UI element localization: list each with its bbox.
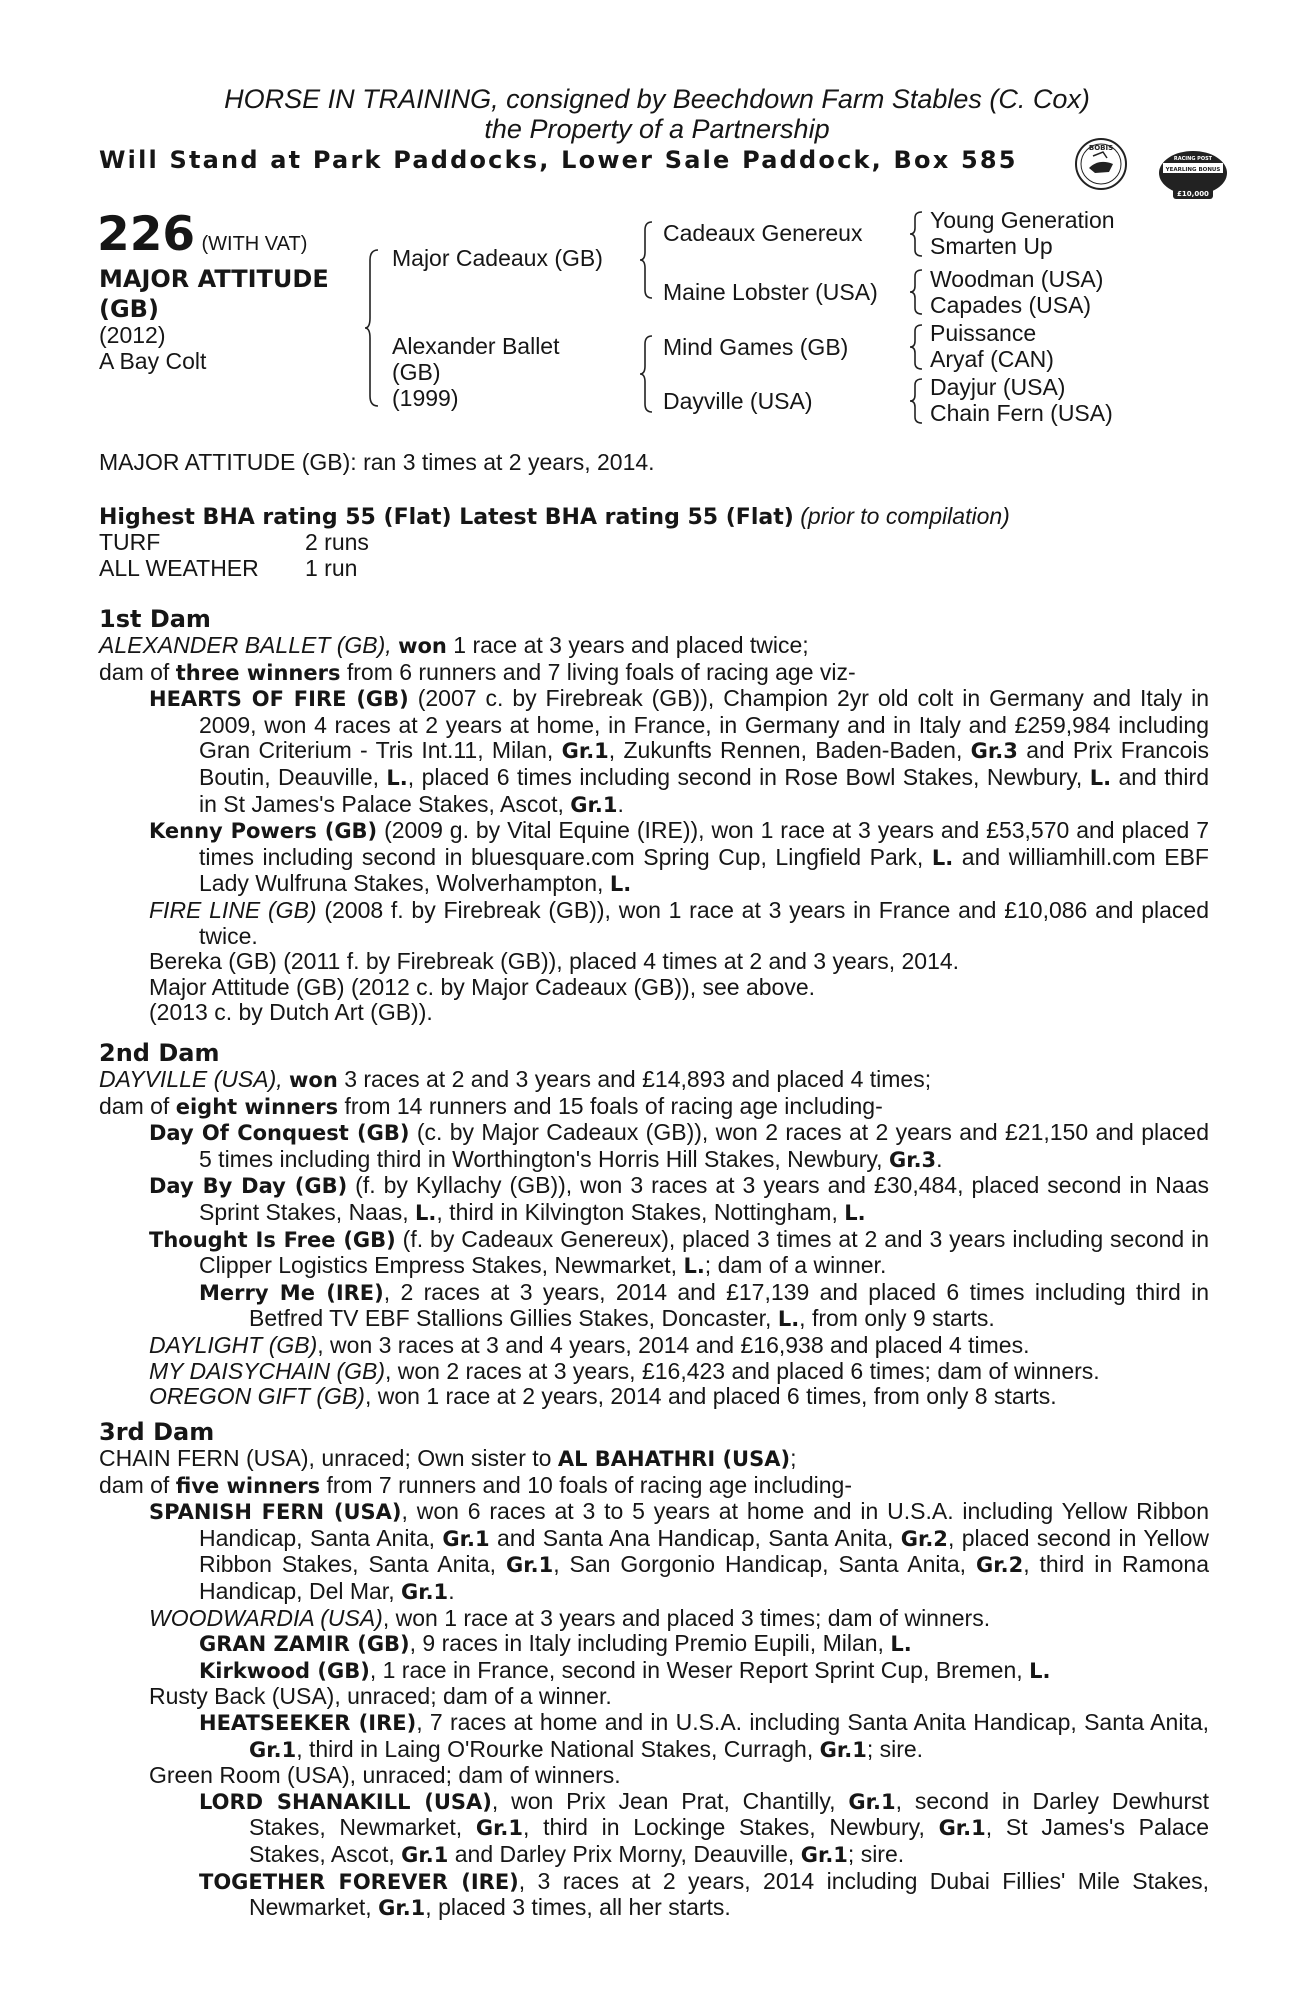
pedigree-brace xyxy=(910,323,924,371)
produce-entry: OREGON GIFT (GB), won 1 race at 2 years, 2014 and placed 6 times, from only 8 starts. xyxy=(149,1383,1057,1410)
produce-entry-grandchild: GRAN ZAMIR (GB), 9 races in Italy including Premio Eupili, Milan, L. xyxy=(199,1630,912,1657)
produce-entry: HEARTS OF FIRE (GB) (2007 c. by Firebreak (GB)), Champion 2yr old colt in Germany and Italy in 2009, won 4 races at 2 years at home, in France, in Germany and in Italy and £259,984 including Gran Criterium - Tris Int.11, Milan, Gr.1, Zukunfts Rennen, Baden-Baden, Gr.3 and Prix Francois Boutin, Deauville, L., placed 6 times including second in Rose Bowl Stakes, Newbury, L. and third in St James's Palace Stakes, Ascot, Gr.1. xyxy=(149,685,1209,817)
produce-entry: Bereka (GB) (2011 f. by Firebreak (GB)), placed 4 times at 2 and 3 years, 2014. xyxy=(149,948,960,975)
foaling-year: (2012) xyxy=(99,322,166,348)
produce-entry: Day Of Conquest (GB) (c. by Major Cadeaux (GB)), won 2 races at 2 years and £21,150 and placed 5 times including third in Worthington's Horris Hill Stakes, Newbury, Gr.3. xyxy=(149,1119,1209,1172)
yearling-bonus-badge-icon xyxy=(1157,147,1229,203)
rating-note: (prior to compilation) xyxy=(800,503,1010,529)
pedigree-dam-sire: Mind Games (GB) xyxy=(663,334,849,360)
turf-value: 2 runs xyxy=(305,529,369,555)
pedigree-sdd: Capades (USA) xyxy=(930,292,1092,318)
horse-name: MAJOR ATTITUDE (GB) xyxy=(99,265,329,323)
produce-entry-grandchild: TOGETHER FOREVER (IRE), 3 races at 2 years, 2014 including Dubai Fillies' Mile Stakes, Newmarket, Gr.1, placed 3 times, all her starts. xyxy=(199,1867,1209,1921)
svg-text:RACING POST: RACING POST xyxy=(1173,156,1213,162)
pedigree-dam: Alexander Ballet (GB) (1999) xyxy=(392,333,560,411)
third-dam-section: 3rd Dam CHAIN FERN (USA), unraced; Own sister to AL BAHATHRI (USA); dam of five winners from 7 runners and 10 foals of racing age including- SPANISH FERN (USA), won 6 races at 3 to 5 years at home and in U.S.A. including Yellow Ribbon Handicap, Santa Anita, Gr.1 and Santa Ana Handicap, Santa Anita, Gr.2, placed second in Yellow Ribbon Stakes, Santa Anita, Gr.1, San Gorgonio Handicap, Santa Anita, Gr.2, third in Ramona Handicap, Del Mar, Gr.1. WOODWARDIA (USA), won 1 race at 3 years and placed 3 times; dam of winners. GRAN ZAMIR (GB), 9 races in Italy including Premio Eupili, Milan, L. Kirkwood (GB), 1 race in France, second in Weser Report Sprint Cup, Bremen, L. Rusty Back (USA), unraced; dam of a winner. HEATSEEKER (IRE), 7 races at home and in U.S.A. including Santa Anita Handicap, Santa Anita, Gr.1, third in Laing O'Rourke National Stakes, Curragh, Gr.1; sire. Green Room (USA), unraced; dam of winners. LORD SHANAKILL (USA), won Prix Jean Prat, Chantilly, Gr.1, second in Darley Dewhurst Stakes, Newmarket, Gr.1, third in Lockinge Stakes, Newbury, Gr.1, St James's Palace Stakes, Ascot, Gr.1 and Darley Prix Morny, Deauville, Gr.1; sire. TOGETHER FOREVER (IRE), 3 races at 2 years, 2014 including Dubai Fillies' Mile Stakes, Newmarket, Gr.1, placed 3 times, all her starts. xyxy=(99,1418,1209,1921)
pedigree-dds: Dayjur (USA) xyxy=(930,374,1066,400)
produce-entry: Thought Is Free (GB) (f. by Cadeaux Genereux), placed 3 times at 2 and 3 years including second in Clipper Logistics Empress Stakes, Newmarket, L.; dam of a winner. xyxy=(149,1225,1209,1279)
pedigree-sire-sire: Cadeaux Genereux xyxy=(663,220,863,246)
svg-text:BOBIS: BOBIS xyxy=(1088,144,1114,152)
bha-rating: Highest BHA rating 55 (Flat) Latest BHA rating 55 (Flat) (prior to compilation) xyxy=(99,503,1010,530)
pedigree-sds: Woodman (USA) xyxy=(930,266,1104,292)
svg-text:£10,000: £10,000 xyxy=(1177,190,1209,198)
pedigree-ddd: Chain Fern (USA) xyxy=(930,400,1113,426)
pedigree-sss: Young Generation xyxy=(930,207,1115,233)
pedigree-brace xyxy=(640,220,654,300)
pedigree-dam-dam: Dayville (USA) xyxy=(663,388,813,414)
vat-note: (WITH VAT) xyxy=(201,233,308,255)
produce-entry-grandchild: LORD SHANAKILL (USA), won Prix Jean Prat, Chantilly, Gr.1, second in Darley Dewhurst Stakes, Newmarket, Gr.1, third in Lockinge Stakes, Newbury, Gr.1, St James's Palace Stakes, Ascot, Gr.1 and Darley Prix Morny, Deauville, Gr.1; sire. xyxy=(199,1787,1209,1867)
header-consignor: HORSE IN TRAINING, consigned by Beechdown Farm Stables (C. Cox) xyxy=(224,84,1090,114)
produce-entry: Green Room (USA), unraced; dam of winners. xyxy=(149,1762,621,1789)
pedigree-sire: Major Cadeaux (GB) xyxy=(392,245,603,271)
header-stand-location: Will Stand at Park Paddocks, Lower Sale Paddock, Box 585 xyxy=(99,146,1018,174)
section-heading: 2nd Dam xyxy=(99,1039,220,1067)
produce-entry: WOODWARDIA (USA), won 1 race at 3 years and placed 3 times; dam of winners. xyxy=(149,1604,991,1631)
produce-entry: Kenny Powers (GB) (2009 g. by Vital Equine (IRE)), won 1 race at 3 years and £53,570 and placed 7 times including second in bluesquare.com Spring Cup, Lingfield Park, L. and williamhill.com EBF Lady Wulfruna Stakes, Wolverhampton, L. xyxy=(149,817,1209,897)
pedigree-sire-dam: Maine Lobster (USA) xyxy=(663,279,878,305)
race-summary: MAJOR ATTITUDE (GB): ran 3 times at 2 years, 2014. xyxy=(99,449,655,475)
pedigree-dsd: Aryaf (CAN) xyxy=(930,346,1054,372)
lot-number-line xyxy=(97,207,308,262)
first-dam-section: 1st Dam ALEXANDER BALLET (GB), won 1 race at 3 years and placed twice; dam of three winners from 6 runners and 7 living foals of racing age viz- HEARTS OF FIRE (GB) (2007 c. by Firebreak (GB)), Champion 2yr old colt in Germany and Italy in 2009, won 4 races at 2 years at home, in France, in Germany and in Italy and £259,984 including Gran Criterium - Tris Int.11, Milan, Gr.1, Zukunfts Rennen, Baden-Baden, Gr.3 and Prix Francois Boutin, Deauville, L., placed 6 times including second in Rose Bowl Stakes, Newbury, L. and third in St James's Palace Stakes, Ascot, Gr.1. Kenny Powers (GB) (2009 g. by Vital Equine (IRE)), won 1 race at 3 years and £53,570 and placed 7 times including second in bluesquare.com Spring Cup, Lingfield Park, L. and williamhill.com EBF Lady Wulfruna Stakes, Wolverhampton, L. FIRE LINE (GB) (2008 f. by Firebreak (GB)), won 1 race at 3 years in France and £10,086 and placed twice. Bereka (GB) (2011 f. by Firebreak (GB)), placed 4 times at 2 and 3 years, 2014. Major Attitude (GB) (2012 c. by Major Cadeaux (GB)), see above. (2013 c. by Dutch Art (GB)). xyxy=(99,605,1209,1026)
section-heading: 3rd Dam xyxy=(99,1418,215,1446)
pedigree-brace xyxy=(366,248,380,408)
produce-entry-grandchild: Kirkwood (GB), 1 race in France, second in Weser Report Sprint Cup, Bremen, L. xyxy=(199,1656,1051,1683)
produce-entry-grandchild: HEATSEEKER (IRE), 7 races at home and in U.S.A. including Santa Anita Handicap, Santa Anita, Gr.1, third in Laing O'Rourke National Stakes, Curragh, Gr.1; sire. xyxy=(199,1708,1209,1762)
header-property: the Property of a Partnership xyxy=(484,114,830,144)
produce-entry: Day By Day (GB) (f. by Kyllachy (GB)), won 3 races at 3 years and £30,484, placed second in Naas Sprint Stakes, Naas, L., third in Kilvington Stakes, Nottingham, L. xyxy=(149,1172,1209,1225)
all-weather-label: ALL WEATHER xyxy=(99,555,259,581)
produce-entry: (2013 c. by Dutch Art (GB)). xyxy=(149,999,433,1026)
produce-entry: FIRE LINE (GB) (2008 f. by Firebreak (GB)), won 1 race at 3 years in France and £10,086 and placed twice. xyxy=(149,896,1209,949)
produce-entry: MY DAISYCHAIN (GB), won 2 races at 3 years, £16,423 and placed 6 times; dam of winners. xyxy=(149,1357,1100,1384)
pedigree-brace xyxy=(910,210,924,258)
all-weather-value: 1 run xyxy=(305,555,358,581)
turf-label: TURF xyxy=(99,529,161,555)
lot-number: 226 xyxy=(97,207,196,262)
horse-details xyxy=(99,322,206,374)
pedigree-dss: Puissance xyxy=(930,320,1037,346)
pedigree-brace xyxy=(910,268,924,316)
pedigree-brace xyxy=(910,377,924,425)
pedigree-ssd: Smarten Up xyxy=(930,233,1053,259)
second-dam-section: 2nd Dam DAYVILLE (USA), won 3 races at 2 and 3 years and £14,893 and placed 4 times; dam of eight winners from 14 runners and 15 foals of racing age including- Day Of Conquest (GB) (c. by Major Cadeaux (GB)), won 2 races at 2 years and £21,150 and placed 5 times including third in Worthington's Horris Hill Stakes, Newbury, Gr.3. Day By Day (GB) (f. by Kyllachy (GB)), won 3 races at 3 years and £30,484, placed second in Naas Sprint Stakes, Naas, L., third in Kilvington Stakes, Nottingham, L. Thought Is Free (GB) (f. by Cadeaux Genereux), placed 3 times at 2 and 3 years including second in Clipper Logistics Empress Stakes, Newmarket, L.; dam of a winner. Merry Me (IRE), 2 races at 3 years, 2014 and £17,139 and placed 6 times including third in Betfred TV EBF Stallions Gillies Stakes, Doncaster, L., from only 9 starts. DAYLIGHT (GB), won 3 races at 3 and 4 years, 2014 and £16,938 and placed 4 times. MY DAISYCHAIN (GB), won 2 races at 3 years, £16,423 and placed 6 times; dam of winners. OREGON GIFT (GB), won 1 race at 2 years, 2014 and placed 6 times, from only 8 starts. xyxy=(99,1039,1209,1410)
produce-entry: Major Attitude (GB) (2012 c. by Major Cadeaux (GB)), see above. xyxy=(149,973,816,1000)
produce-entry: Rusty Back (USA), unraced; dam of a winner. xyxy=(149,1683,612,1710)
pedigree-brace xyxy=(640,334,654,414)
horse-description: A Bay Colt xyxy=(99,348,207,374)
produce-entry: SPANISH FERN (USA), won 6 races at 3 to 5 years at home and in U.S.A. including Yellow Ribbon Handicap, Santa Anita, Gr.1 and Santa Ana Handicap, Santa Anita, Gr.2, placed second in Yellow Ribbon Stakes, Santa Anita, Gr.1, San Gorgonio Handicap, Santa Anita, Gr.2, third in Ramona Handicap, Del Mar, Gr.1. xyxy=(149,1498,1209,1604)
bobis-logo-icon xyxy=(1073,136,1129,192)
section-heading: 1st Dam xyxy=(99,605,211,633)
svg-text:YEARLING BONUS: YEARLING BONUS xyxy=(1165,167,1221,173)
produce-entry-grandchild: Merry Me (IRE), 2 races at 3 years, 2014 and £17,139 and placed 6 times including third in Betfred TV EBF Stallions Gillies Stakes, Doncaster, L., from only 9 starts. xyxy=(199,1278,1209,1332)
produce-entry: DAYLIGHT (GB), won 3 races at 3 and 4 years, 2014 and £16,938 and placed 4 times. xyxy=(149,1331,1030,1358)
